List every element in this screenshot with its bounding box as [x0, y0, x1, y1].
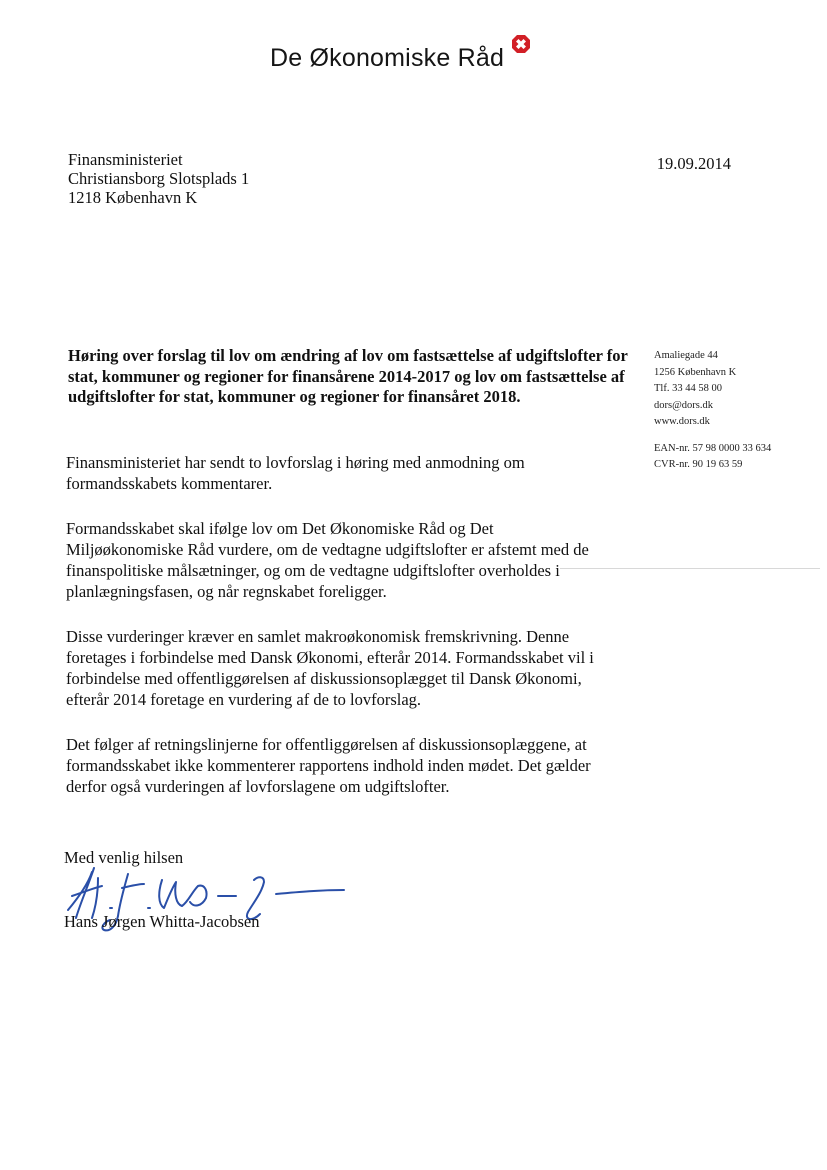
sender-address: Amaliegade 44 — [654, 350, 718, 361]
sender-contact-block — [654, 348, 814, 474]
scan-artifact-line — [560, 568, 820, 569]
signer-name: Hans Jørgen Whitta-Jacobsen — [64, 912, 260, 931]
sender-email: dors@dors.dk — [654, 399, 713, 411]
sender-website: www.dors.dk — [654, 416, 710, 427]
body-paragraph: Det følger af retningslinjerne for offentliggørelsen af diskussionsoplæggene, at formandsskabet ikke kommenterer rapportens indhold inden mødet. Det gælder derfor også vurderingen af lovforslagene om udgiftslofter. — [66, 735, 591, 796]
sender-cvr: CVR-nr. 90 19 63 59 — [654, 459, 743, 470]
sender-city: 1256 København K — [654, 366, 737, 378]
body-paragraph: Disse vurderinger kræver en samlet makroøkonomisk fremskrivning. Denne foretages i forbindelse med Dansk Økonomi, efterår 2014. Formandsskabet vil i forbindelse med offentliggørelsen af diskussionsoplægget til Dansk Økonomi, efterår 2014 foretage en vurdering af de to lovforslag. — [66, 627, 594, 709]
letter-subject: Høring over forslag til lov om ændring af lov om fastsættelse af udgiftslofter for stat, kommuner og regioner for finansårene 2014-2017 og lov om fastsættelse af udgiftslofter for stat, kommuner og regioner for finansåret 2018. — [68, 346, 628, 406]
letter-body — [66, 452, 596, 821]
sender-phone: Tlf. 33 44 58 00 — [654, 383, 722, 394]
recipient-address — [68, 150, 249, 207]
recipient-street: Christiansborg Slotsplads 1 — [68, 169, 250, 188]
letterhead-logo — [270, 34, 540, 84]
letter-date: 19.09.2014 — [656, 154, 731, 173]
body-paragraph: Finansministeriet har sendt to lovforslag i høring med anmodning om formandsskabets kommentarer. — [66, 453, 525, 493]
logo-x-icon — [511, 34, 531, 54]
organization-name: De Økonomiske Råd — [270, 44, 505, 72]
body-paragraph: Formandsskabet skal ifølge lov om Det Økonomiske Råd og Det Miljøøkonomiske Råd vurdere, om de vedtagne udgiftslofter er afstemt med de finanspolitiske målsætninger, og om de vedtagne udgiftslofter overholdes i planlægningsfasen, og når regnskabet foreligger. — [66, 519, 589, 601]
sender-ean: EAN-nr. 57 98 0000 33 634 — [654, 442, 772, 454]
recipient-name: Finansministeriet — [68, 150, 183, 169]
recipient-city: 1218 København K — [68, 188, 198, 207]
closing-greeting: Med venlig hilsen — [64, 848, 184, 867]
